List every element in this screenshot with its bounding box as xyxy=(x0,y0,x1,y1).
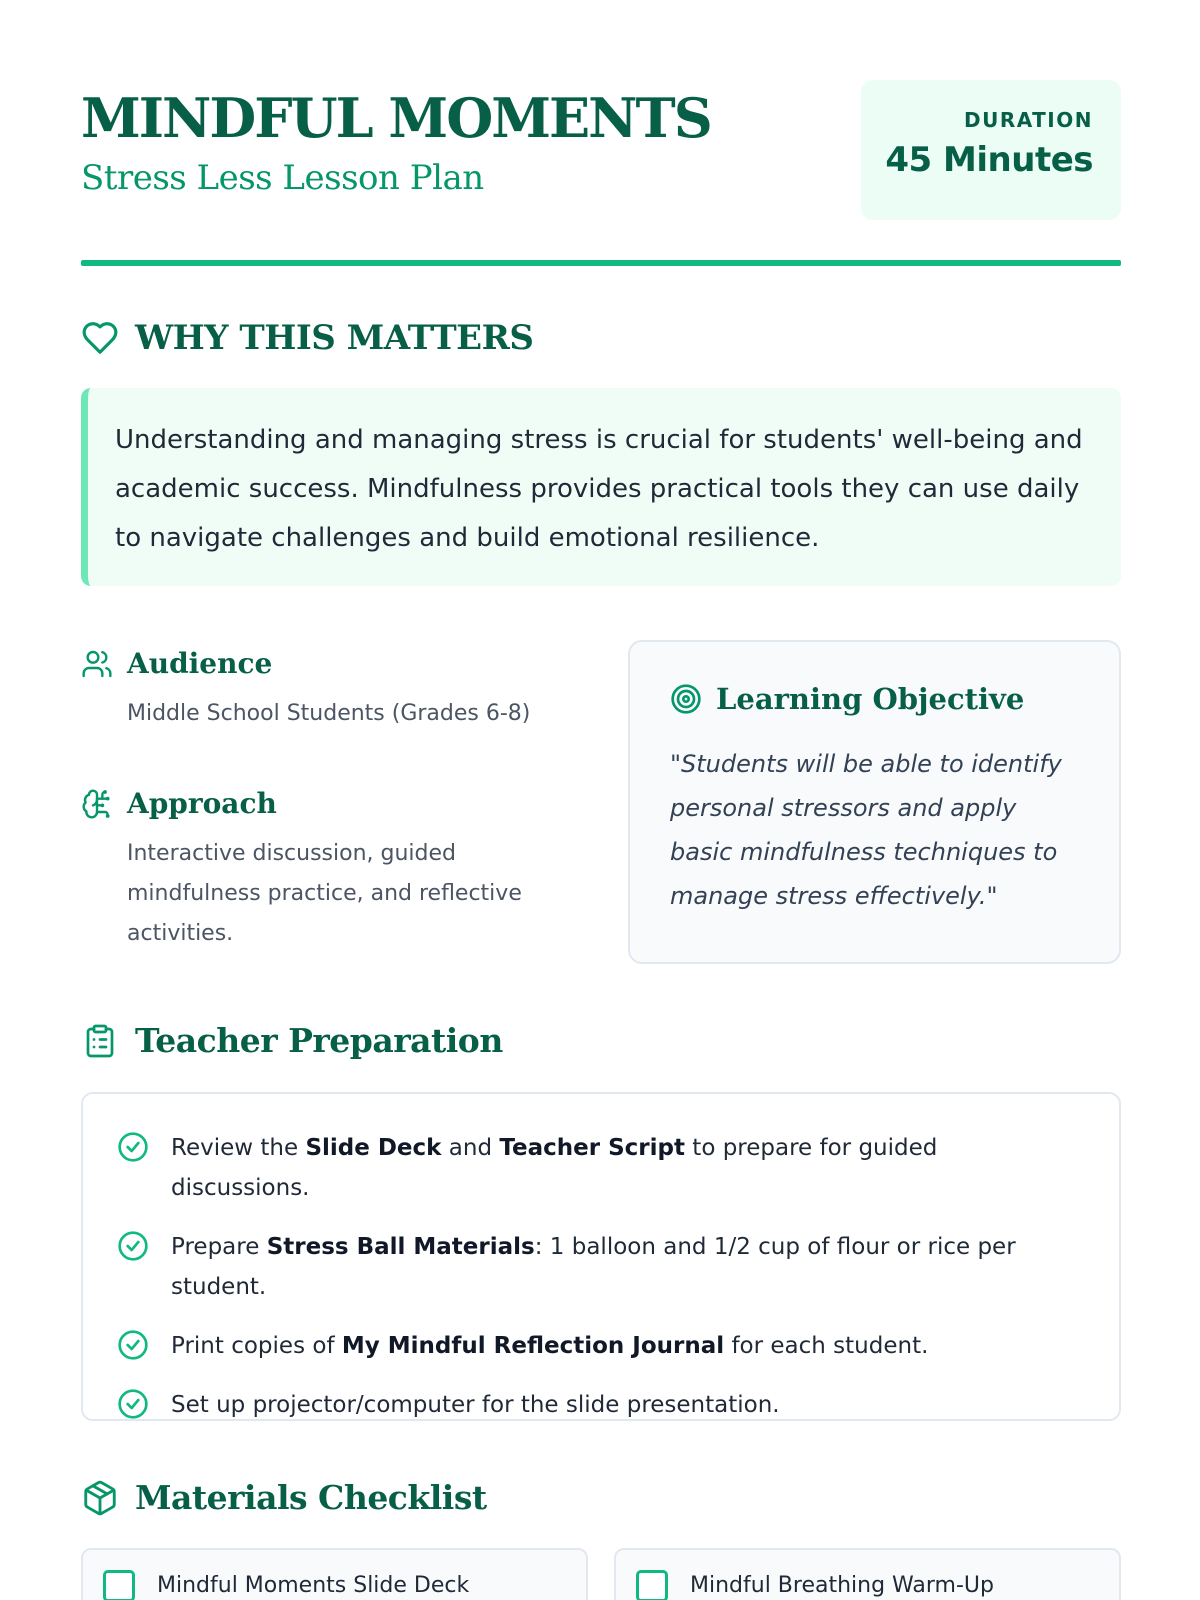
header xyxy=(81,80,1121,265)
material-label: Mindful Breathing Warm-Up xyxy=(690,1573,994,1598)
why-text: Understanding and managing stress is crucial for students' well-being and academic success. Mindfulness provides practical tools they can use daily to navigate challenges and build emotional resilience. xyxy=(115,425,1083,553)
material-label: Mindful Moments Slide Deck xyxy=(157,1573,470,1598)
package-icon xyxy=(81,1479,119,1517)
duration-label: DURATION xyxy=(964,108,1093,132)
prep-item-text: Print copies of My Mindful Reflection Journal for each student. xyxy=(171,1333,929,1359)
users-icon xyxy=(81,648,113,680)
checkbox[interactable] xyxy=(636,1570,668,1600)
check-circle-icon xyxy=(117,1230,149,1262)
list-item xyxy=(117,1385,1083,1425)
prep-heading xyxy=(81,1021,503,1060)
materials-heading xyxy=(81,1478,487,1517)
prep-item-text: Prepare Stress Ball Materials: 1 balloon and 1/2 cup of flour or rice per student. xyxy=(171,1234,1016,1300)
lesson-plan-page xyxy=(81,0,1121,1600)
audience-block xyxy=(81,647,587,734)
clipboard-icon xyxy=(81,1022,119,1060)
material-item[interactable] xyxy=(81,1548,588,1600)
objective-heading: Learning Objective xyxy=(716,682,1025,716)
approach-text: Interactive discussion, guided mindfulness practice, and reflective activities. xyxy=(127,841,522,946)
audience-text: Middle School Students (Grades 6-8) xyxy=(127,701,531,726)
brain-icon xyxy=(81,788,113,820)
why-callout xyxy=(81,388,1121,586)
page-title: MINDFUL MOMENTS xyxy=(81,86,711,150)
why-heading-label: WHY THIS MATTERS xyxy=(135,318,534,358)
target-icon xyxy=(670,683,702,715)
prep-heading-label: Teacher Preparation xyxy=(135,1021,503,1060)
approach-heading: Approach xyxy=(127,787,277,820)
duration-value: 45 Minutes xyxy=(885,140,1093,180)
why-heading xyxy=(81,318,533,358)
list-item xyxy=(117,1128,1083,1208)
prep-list xyxy=(81,1092,1121,1421)
list-item xyxy=(117,1326,1083,1366)
material-item[interactable] xyxy=(614,1548,1121,1600)
materials-heading-label: Materials Checklist xyxy=(135,1478,487,1517)
check-circle-icon xyxy=(117,1131,149,1163)
check-circle-icon xyxy=(117,1388,149,1420)
prep-item-text: Review the Slide Deck and Teacher Script to prepare for guided discussions. xyxy=(171,1135,938,1201)
audience-heading: Audience xyxy=(127,647,273,680)
heart-icon xyxy=(81,319,119,357)
check-circle-icon xyxy=(117,1329,149,1361)
duration-card xyxy=(861,80,1121,220)
list-item xyxy=(117,1227,1083,1307)
approach-block xyxy=(81,787,587,954)
objective-text: "Students will be able to identify personal stressors and apply basic mindfulness techniques to manage stress effectively." xyxy=(670,750,1062,910)
page-subtitle: Stress Less Lesson Plan xyxy=(81,158,484,198)
checkbox[interactable] xyxy=(103,1570,135,1600)
prep-item-text: Set up projector/computer for the slide presentation. xyxy=(171,1392,780,1418)
header-divider xyxy=(81,260,1121,266)
learning-objective-card xyxy=(628,640,1121,964)
